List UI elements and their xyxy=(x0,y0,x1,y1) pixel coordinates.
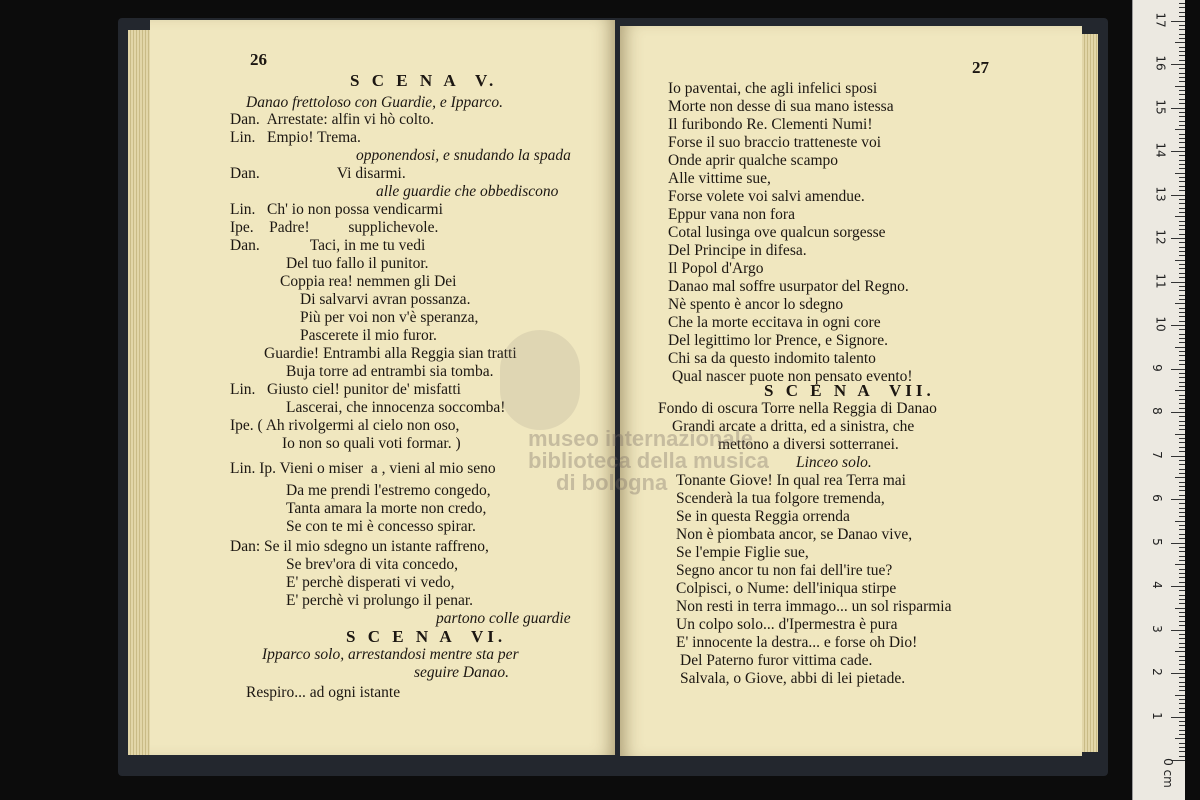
ruler-number: 3 xyxy=(1149,624,1164,633)
ruler-number: 10 xyxy=(1153,316,1168,332)
ruler-tick xyxy=(1179,329,1185,330)
ruler-tick xyxy=(1175,738,1185,739)
text-line: Se brev'ora di vita concedo, xyxy=(286,556,458,573)
ruler-tick xyxy=(1179,221,1185,222)
ruler-tick xyxy=(1179,160,1185,161)
ruler-tick xyxy=(1179,416,1185,417)
ruler-tick xyxy=(1179,190,1185,191)
ruler-tick xyxy=(1175,608,1185,609)
watermark-logo xyxy=(500,330,580,430)
ruler-tick xyxy=(1179,121,1185,122)
text-line: Forse volete voi salvi amendue. xyxy=(668,188,865,205)
text-line: opponendosi, e snudando la spada xyxy=(356,147,571,164)
ruler-tick xyxy=(1179,338,1185,339)
ruler-number: 7 xyxy=(1149,450,1164,459)
ruler-tick xyxy=(1179,125,1185,126)
ruler-tick xyxy=(1179,421,1185,422)
ruler-tick xyxy=(1179,264,1185,265)
ruler-tick xyxy=(1179,334,1185,335)
ruler-tick xyxy=(1179,373,1185,374)
text-line: Alle vittime sue, xyxy=(668,170,771,187)
ruler-tick xyxy=(1179,364,1185,365)
ruler-tick xyxy=(1171,499,1185,500)
text-line: Respiro... ad ogni istante xyxy=(246,684,401,701)
ruler-tick xyxy=(1179,556,1185,557)
ruler-tick xyxy=(1179,147,1185,148)
page-edges-left xyxy=(128,30,150,755)
ruler-tick xyxy=(1179,599,1185,600)
ruler-tick xyxy=(1179,664,1185,665)
ruler-tick xyxy=(1179,743,1185,744)
text-line: seguire Danao. xyxy=(414,664,509,681)
text-line: Che la morte eccitava in ogni core xyxy=(668,314,881,331)
ruler-tick xyxy=(1171,108,1185,109)
watermark xyxy=(452,428,769,494)
text-line: Il furibondo Re. Clementi Numi! xyxy=(668,116,873,133)
ruler-tick xyxy=(1171,369,1185,370)
text-line: Guardie! Entrambi alla Reggia sian tratti xyxy=(264,345,517,362)
ruler-tick xyxy=(1179,225,1185,226)
ruler-tick xyxy=(1171,586,1185,587)
ruler-tick xyxy=(1179,164,1185,165)
ruler-number: 14 xyxy=(1153,142,1168,158)
text-line: Io paventai, che agli infelici sposi xyxy=(668,80,878,97)
ruler-tick xyxy=(1179,603,1185,604)
ruler-number: 11 xyxy=(1153,272,1168,289)
ruler-tick xyxy=(1179,99,1185,100)
ruler-tick xyxy=(1179,312,1185,313)
text-line: Dan. Vi disarmi. xyxy=(230,165,406,182)
text-line: Ipparco solo, arrestandosi mentre sta per xyxy=(262,646,519,663)
text-line: Linceo solo. xyxy=(796,454,872,471)
ruler-tick xyxy=(1179,295,1185,296)
ruler-tick xyxy=(1179,277,1185,278)
ruler-tick xyxy=(1175,651,1185,652)
ruler-tick xyxy=(1179,81,1185,82)
ruler-tick xyxy=(1179,469,1185,470)
ruler-number: 1 xyxy=(1149,711,1164,720)
ruler-tick xyxy=(1179,377,1185,378)
text-line: Tonante Giove! In qual rea Terra mai xyxy=(676,472,906,489)
ruler-number: 9 xyxy=(1149,363,1164,372)
ruler-tick xyxy=(1179,486,1185,487)
text-line: Fondo di oscura Torre nella Reggia di Danao xyxy=(658,400,937,417)
text-line: Danao frettoloso con Guardie, e Ipparco. xyxy=(246,94,504,111)
ruler-tick xyxy=(1175,564,1185,565)
ruler-tick xyxy=(1179,677,1185,678)
ruler-tick xyxy=(1179,730,1185,731)
ruler-tick xyxy=(1179,751,1185,752)
ruler-tick xyxy=(1179,625,1185,626)
ruler-tick xyxy=(1171,543,1185,544)
ruler-tick xyxy=(1179,12,1185,13)
watermark-line: di bologna xyxy=(556,470,668,495)
ruler-tick xyxy=(1179,451,1185,452)
ruler-tick xyxy=(1179,47,1185,48)
text-line: Pascerete il mio furor. xyxy=(300,327,437,344)
ruler-tick xyxy=(1175,86,1185,87)
text-line: Ipe. Padre! supplichevole. xyxy=(230,219,439,236)
text-line: Coppia rea! nemmen gli Dei xyxy=(280,273,457,290)
text-line: Se con te mi è concesso spirar. xyxy=(286,518,476,535)
ruler-tick xyxy=(1179,547,1185,548)
ruler-tick xyxy=(1179,669,1185,670)
ruler-tick xyxy=(1179,38,1185,39)
text-line: Eppur vana non fora xyxy=(668,206,795,223)
scene-heading: S C E N A VI. xyxy=(346,627,507,646)
ruler-tick xyxy=(1179,255,1185,256)
ruler-tick xyxy=(1179,186,1185,187)
ruler-number: 2 xyxy=(1149,668,1164,676)
text-line: Colpisci, o Nume: dell'iniqua stirpe xyxy=(676,580,897,597)
text-line: Morte non desse di sua mano istessa xyxy=(668,98,894,115)
ruler-tick xyxy=(1179,134,1185,135)
ruler-tick xyxy=(1179,208,1185,209)
ruler-tick xyxy=(1179,638,1185,639)
ruler-tick xyxy=(1179,699,1185,700)
ruler-tick xyxy=(1179,690,1185,691)
ruler-tick xyxy=(1179,408,1185,409)
page-number: 26 xyxy=(250,50,267,69)
text-line: Nè spento è ancor lo sdegno xyxy=(668,296,844,313)
ruler-tick xyxy=(1179,395,1185,396)
ruler-tick xyxy=(1171,717,1185,718)
ruler-tick xyxy=(1179,442,1185,443)
text-line: Se in questa Reggia orrenda xyxy=(676,508,850,525)
ruler-tick xyxy=(1179,582,1185,583)
ruler-tick xyxy=(1179,577,1185,578)
ruler-tick xyxy=(1179,534,1185,535)
page-edges-right xyxy=(1082,34,1098,752)
ruler-tick xyxy=(1179,490,1185,491)
text-line: Onde aprir qualche scampo xyxy=(668,152,839,169)
measuring-ruler xyxy=(1132,0,1185,800)
ruler-tick xyxy=(1171,21,1185,22)
ruler-tick xyxy=(1171,673,1185,674)
ruler-tick xyxy=(1179,569,1185,570)
text-line: Un colpo solo... d'Ipermestra è pura xyxy=(676,616,898,633)
ruler-tick xyxy=(1179,25,1185,26)
ruler-tick xyxy=(1179,286,1185,287)
ruler-tick xyxy=(1175,216,1185,217)
ruler-number: 15 xyxy=(1153,98,1168,115)
ruler-tick xyxy=(1179,538,1185,539)
text-line: E' perchè vi prolungo il penar. xyxy=(286,592,474,609)
ruler-tick xyxy=(1175,390,1185,391)
ruler-tick xyxy=(1179,199,1185,200)
ruler-tick xyxy=(1171,195,1185,196)
ruler-tick xyxy=(1171,325,1185,326)
ruler-tick xyxy=(1179,482,1185,483)
ruler-tick xyxy=(1179,560,1185,561)
watermark-line: biblioteca della musica xyxy=(528,448,769,473)
ruler-tick xyxy=(1179,73,1185,74)
ruler-tick xyxy=(1179,116,1185,117)
ruler-number: 6 xyxy=(1149,494,1164,502)
ruler-tick xyxy=(1179,212,1185,213)
ruler-tick xyxy=(1179,590,1185,591)
ruler-tick xyxy=(1179,464,1185,465)
ruler-tick xyxy=(1179,525,1185,526)
ruler-tick xyxy=(1179,612,1185,613)
ruler-tick xyxy=(1179,656,1185,657)
text-line: Del legittimo lor Prence, e Signore. xyxy=(668,332,888,349)
text-line: Grandi arcate a dritta, ed a sinistra, che xyxy=(672,418,915,435)
text-line: Qual nascer puote non pensato evento! xyxy=(672,368,913,385)
ruler-tick xyxy=(1171,238,1185,239)
ruler-tick xyxy=(1179,725,1185,726)
ruler-tick xyxy=(1179,60,1185,61)
ruler-tick xyxy=(1175,173,1185,174)
ruler-tick xyxy=(1175,260,1185,261)
text-line: Cotal lusinga ove qualcun sorgesse xyxy=(668,224,886,241)
ruler-tick xyxy=(1179,142,1185,143)
ruler-tick xyxy=(1179,660,1185,661)
text-line: Lin. Giusto ciel! punitor de' misfatti xyxy=(230,381,461,398)
ruler-tick xyxy=(1179,447,1185,448)
ruler-tick xyxy=(1179,747,1185,748)
text-line: Il Popol d'Argo xyxy=(668,260,764,277)
ruler-tick xyxy=(1179,94,1185,95)
ruler-number: 8 xyxy=(1149,407,1164,415)
text-line: Più per voi non v'è speranza, xyxy=(300,309,479,326)
ruler-tick xyxy=(1179,734,1185,735)
ruler-tick xyxy=(1179,268,1185,269)
ruler-tick xyxy=(1175,303,1185,304)
ruler-tick xyxy=(1179,234,1185,235)
text-line: Danao mal soffre usurpator del Regno. xyxy=(668,278,909,295)
ruler-tick xyxy=(1179,316,1185,317)
ruler-tick xyxy=(1179,68,1185,69)
ruler-number: 12 xyxy=(1153,229,1168,245)
ruler-number: 4 xyxy=(1149,581,1164,589)
ruler-tick xyxy=(1179,7,1185,8)
ruler-tick xyxy=(1179,342,1185,343)
ruler-tick xyxy=(1179,616,1185,617)
ruler-tick xyxy=(1179,290,1185,291)
ruler-tick xyxy=(1175,477,1185,478)
ruler-tick xyxy=(1179,403,1185,404)
ruler-tick xyxy=(1179,77,1185,78)
text-line: Io non so quali voti formar. ) xyxy=(282,435,461,452)
ruler-tick xyxy=(1179,299,1185,300)
text-line: Buja torre ad entrambi sia tomba. xyxy=(286,363,494,380)
ruler-tick xyxy=(1179,351,1185,352)
ruler-tick xyxy=(1179,355,1185,356)
text-line: Non è piombata ancor, se Danao vive, xyxy=(676,526,913,543)
ruler-tick xyxy=(1179,595,1185,596)
ruler-tick xyxy=(1179,386,1185,387)
ruler-tick xyxy=(1179,686,1185,687)
text-line: partono colle guardie xyxy=(436,610,571,627)
ruler-tick xyxy=(1179,573,1185,574)
ruler-tick xyxy=(1171,282,1185,283)
ruler-tick xyxy=(1179,273,1185,274)
text-line: Se l'empie Figlie sue, xyxy=(676,544,809,561)
ruler-tick xyxy=(1179,90,1185,91)
ruler-number: 17 xyxy=(1153,11,1168,28)
ruler-tick xyxy=(1179,168,1185,169)
text-line: Del Paterno furor vittima cade. xyxy=(680,652,873,669)
ruler-tick xyxy=(1179,721,1185,722)
scene-heading: S C E N A V. xyxy=(350,71,498,90)
text-line: Del tuo fallo il punitor. xyxy=(286,255,429,272)
ruler-tick xyxy=(1179,438,1185,439)
ruler-tick xyxy=(1179,360,1185,361)
ruler-tick xyxy=(1179,503,1185,504)
right-page xyxy=(620,26,1082,756)
ruler-tick xyxy=(1171,630,1185,631)
ruler-tick xyxy=(1179,495,1185,496)
ruler-tick xyxy=(1171,456,1185,457)
ruler-tick xyxy=(1179,512,1185,513)
ruler-tick xyxy=(1179,429,1185,430)
text-line: Non resti in terra immago... un sol risparmia xyxy=(676,598,952,615)
text-line: Di salvarvi avran possanza. xyxy=(300,291,471,308)
ruler-tick xyxy=(1179,177,1185,178)
text-line: Lascerai, che innocenza soccomba! xyxy=(286,399,506,416)
ruler-tick xyxy=(1175,347,1185,348)
ruler-tick xyxy=(1179,181,1185,182)
ruler-tick xyxy=(1179,251,1185,252)
ruler-tick xyxy=(1179,229,1185,230)
watermark-line: museo internazionale xyxy=(528,426,753,451)
ruler-tick xyxy=(1179,647,1185,648)
ruler-tick xyxy=(1179,508,1185,509)
ruler-tick xyxy=(1179,551,1185,552)
ruler-tick xyxy=(1179,399,1185,400)
ruler-tick xyxy=(1175,42,1185,43)
ruler-tick xyxy=(1179,425,1185,426)
text-line: Tanta amara la morte non credo, xyxy=(286,500,487,517)
text-line: mettono a diversi sotterranei. xyxy=(718,436,899,453)
ruler-tick xyxy=(1179,112,1185,113)
text-line: Chi sa da questo indomito talento xyxy=(668,350,876,367)
ruler-tick xyxy=(1179,3,1185,4)
ruler-number: 16 xyxy=(1153,55,1168,71)
ruler-tick xyxy=(1179,708,1185,709)
ruler-tick xyxy=(1179,16,1185,17)
text-line: Forse il suo braccio tratteneste voi xyxy=(668,134,882,151)
text-line: Lin. Ch' io non possa vendicarmi xyxy=(230,201,443,218)
scene-heading: S C E N A VII. xyxy=(764,381,935,400)
ruler-tick xyxy=(1175,695,1185,696)
text-line: Dan. Arrestate: alfin vi hò colto. xyxy=(230,111,435,128)
text-line: Segno ancor tu non fai dell'ire tue? xyxy=(676,562,893,579)
text-line: Salvala, o Giove, abbi di lei pietade. xyxy=(680,670,906,687)
ruler-tick xyxy=(1179,247,1185,248)
ruler-tick xyxy=(1179,529,1185,530)
text-line: Dan: Se il mio sdegno un istante raffreno, xyxy=(230,538,489,555)
ruler-tick xyxy=(1179,138,1185,139)
ruler-number: 5 xyxy=(1149,537,1164,546)
text-line: Scenderà la tua folgore tremenda, xyxy=(676,490,885,507)
ruler-tick xyxy=(1179,703,1185,704)
text-line: alle guardie che obbediscono xyxy=(376,183,559,200)
ruler-tick xyxy=(1179,643,1185,644)
ruler-tick xyxy=(1179,308,1185,309)
ruler-tick xyxy=(1179,473,1185,474)
ruler-tick xyxy=(1171,64,1185,65)
ruler-tick xyxy=(1179,51,1185,52)
ruler-tick xyxy=(1179,682,1185,683)
ruler-tick xyxy=(1179,382,1185,383)
ruler-tick xyxy=(1179,756,1185,757)
ruler-tick xyxy=(1179,155,1185,156)
ruler-tick xyxy=(1175,521,1185,522)
text-line: Ipe. ( Ah rivolgermi al cielo non oso, xyxy=(230,417,460,434)
ruler-tick xyxy=(1179,55,1185,56)
text-line: Da me prendi l'estremo congedo, xyxy=(286,482,491,499)
page-number: 27 xyxy=(972,58,989,77)
ruler-tick xyxy=(1179,516,1185,517)
ruler-tick xyxy=(1179,242,1185,243)
text-line: Lin. Empio! Trema. xyxy=(230,129,361,146)
text-line: E' perchè disperati vi vedo, xyxy=(286,574,455,591)
text-line: Lin. Ip. Vieni o miser a , vieni al mio seno xyxy=(230,460,496,477)
ruler-tick xyxy=(1171,151,1185,152)
ruler-tick xyxy=(1179,29,1185,30)
ruler-tick xyxy=(1179,634,1185,635)
ruler-tick xyxy=(1179,621,1185,622)
ruler-tick xyxy=(1179,712,1185,713)
ruler-unit: 0 cm xyxy=(1160,758,1175,788)
ruler-tick xyxy=(1179,103,1185,104)
ruler-number: 13 xyxy=(1153,185,1168,202)
ruler-tick xyxy=(1179,34,1185,35)
ruler-tick xyxy=(1171,412,1185,413)
ruler-tick xyxy=(1179,321,1185,322)
ruler-tick xyxy=(1175,129,1185,130)
ruler-tick xyxy=(1179,460,1185,461)
text-line: E' innocente la destra... e forse oh Dio! xyxy=(676,634,918,651)
ruler-tick xyxy=(1175,434,1185,435)
text-line: Dan. Taci, in me tu vedi xyxy=(230,237,426,254)
ruler-tick xyxy=(1179,203,1185,204)
text-line: Del Principe in difesa. xyxy=(668,242,807,259)
